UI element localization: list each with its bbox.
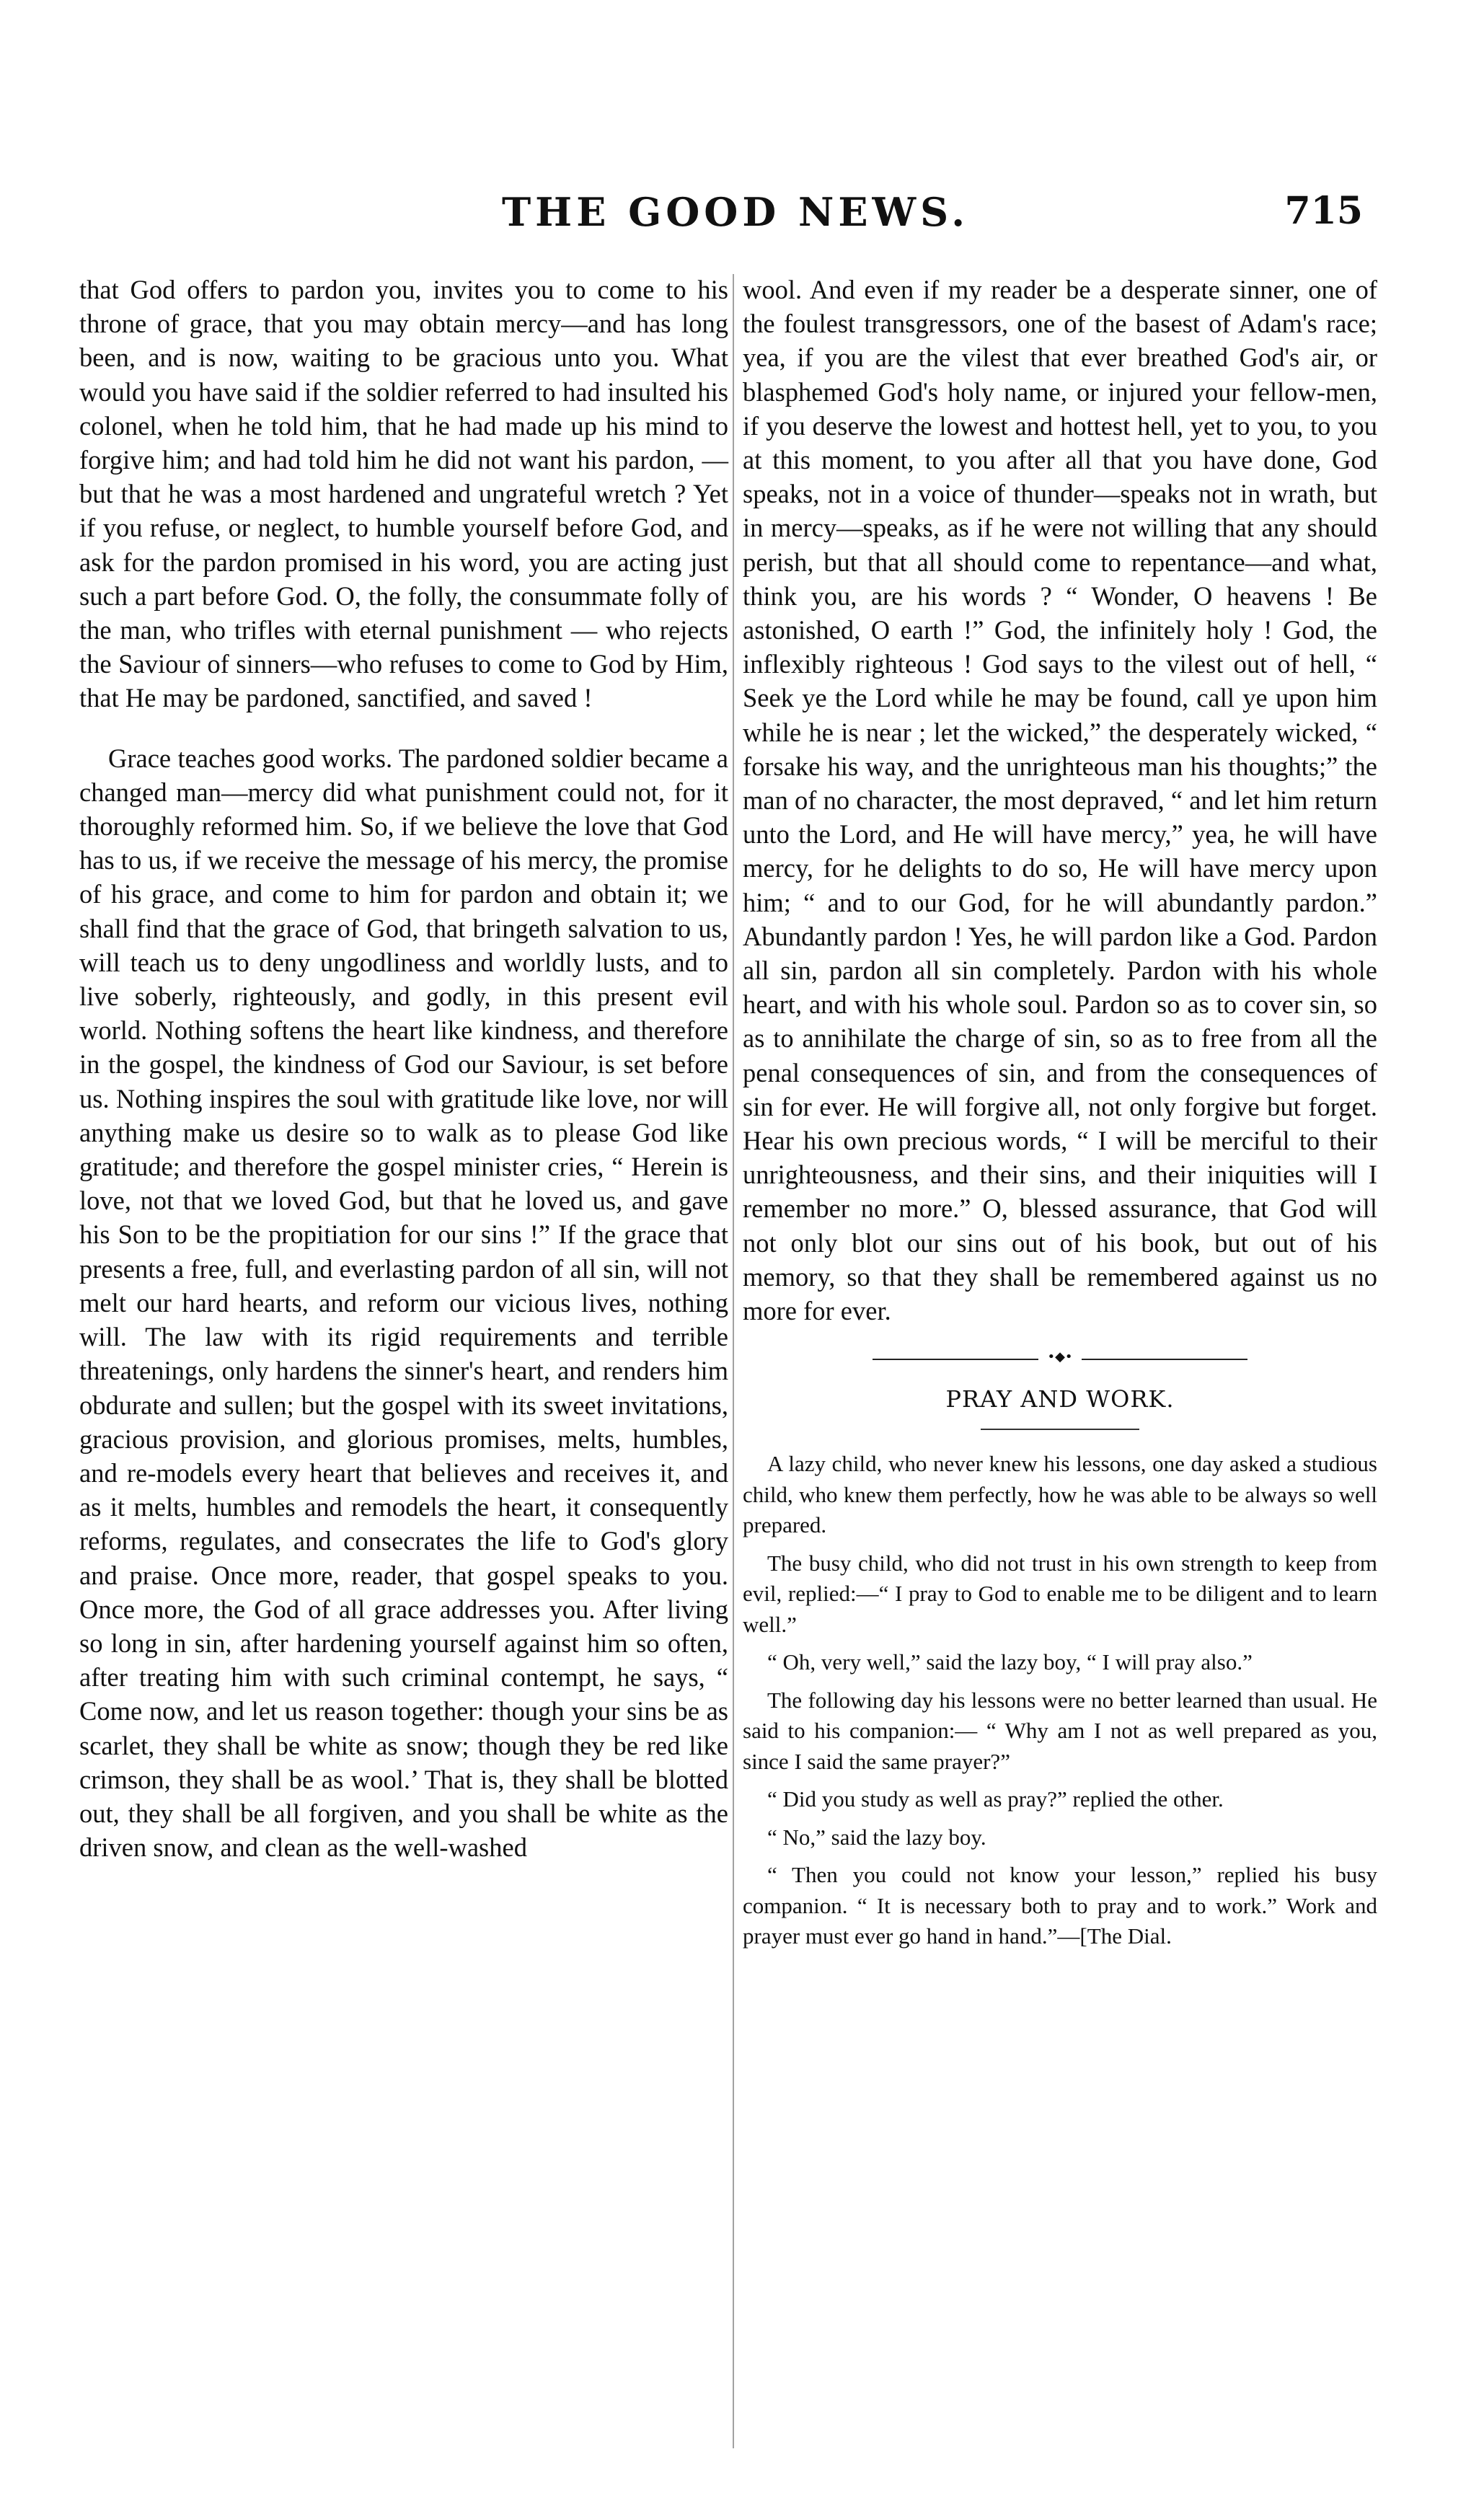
left-column bbox=[79, 273, 728, 1864]
separator-ornament: •◆• bbox=[1047, 1349, 1073, 1365]
paragraph: Grace teaches good works. The pardoned soldier became a changed man—mercy did what punishment could not, for it thoroughly reformed him. So, if we believe the love that God has to us, if we receive the message of his mercy, the promise of his grace, and come to him for pardon and obtain it; we shall find that the grace of God, that bringeth salvation to us, will teach us to deny ungodliness and worldly lusts, and to live soberly, righteously, and godly, in this present evil world. Nothing softens the heart like kindness, and therefore in the gospel, the kindness of God our Saviour, is set before us. Nothing inspires the soul with gratitude like love, nor will anything make us desire so to walk as to please God like gratitude; and therefore the gospel minister cries, “ Herein is love, not that we loved God, but that he loved us, and gave his Son to be the propitiation for our sins !” If the grace that presents a free, full, and everlasting pardon of all sin, will not melt our hard hearts, and reform our vicious lives, nothing will. The law with its rigid requirements and terrible threatenings, only hardens the sinner's heart, and renders him obdurate and sullen; but the gospel with its sweet invitations, gracious provision, and glorious promises, melts, humbles, and re-models every heart that believes and receives it, and as it melts, humbles and remodels the heart, it consequently reforms, regulates, and consecrates the life to God's glory and praise. Once more, reader, that gospel speaks to you. Once more, the God of all grace addresses you. After living so long in sin, after hardening yourself against him so often, after treating him with such criminal contempt, he says, “ Come now, and let us reason together: though your sins be as scarlet, they shall be white as snow; though they be red like crimson, they shall be as wool.’ That is, they shall be blotted out, they shall be all forgiven, and you shall be white as the driven snow, and clean as the well-washed bbox=[79, 743, 728, 1863]
article-paragraph: The busy child, who did not trust in his own strength to keep from evil, replied:—“ I pray to God to enable me to be diligent and to learn well.” bbox=[743, 1550, 1377, 1637]
section-separator bbox=[873, 1349, 1247, 1367]
page-number: 715 bbox=[1284, 189, 1363, 233]
separator-rule bbox=[1082, 1359, 1247, 1360]
article-title: PRAY AND WORK. bbox=[945, 1385, 1175, 1413]
article-paragraph: The following day his lessons were no better learned than usual. He said to his companion:— “ Why am I not as well prepared as you, since I said the same prayer?” bbox=[743, 1687, 1377, 1774]
page-header bbox=[79, 189, 1392, 247]
column-divider bbox=[733, 274, 734, 2448]
article-paragraph: “ No,” said the lazy boy. bbox=[767, 1824, 986, 1850]
separator-rule bbox=[873, 1359, 1038, 1360]
page-title: THE GOOD NEWS. bbox=[501, 189, 970, 235]
article-paragraph: A lazy child, who never knew his lessons, one day asked a studious child, who knew them perfectly, how he was able to be always so well prepared. bbox=[743, 1451, 1377, 1538]
title-underline bbox=[981, 1429, 1139, 1430]
article-paragraph: “ Did you study as well as pray?” replied the other. bbox=[767, 1786, 1224, 1812]
paragraph: that God offers to pardon you, invites you to come to his throne of grace, that you may obtain mercy—and has long been, and is now, waiting to be gracious unto you. What would you have said if the soldier referred to had insulted his colonel, when he told him, that he had made up his mind to forgive him; and had told him he did not want his pardon, —but that he was a most hardened and ungrateful wretch ? Yet if you refuse, or neglect, to humble yourself before God, and ask for the pardon promised in his word, you are acting just such a part before God. O, the folly, the consummate folly of the man, who trifles with eternal punishment — who rejects the Saviour of sinners—who refuses to come to God by Him, that He may be pardoned, sanctified, and saved ! bbox=[79, 275, 728, 713]
article-paragraph: “ Oh, very well,” said the lazy boy, “ I will pray also.” bbox=[767, 1649, 1253, 1675]
right-column bbox=[743, 273, 1377, 1952]
paragraph: wool. And even if my reader be a desperate sinner, one of the foulest transgressors, one of the basest of Adam's race; yea, if you are the vilest that ever breathed God's air, or blasphemed God's holy name, or injured your fellow-men, if you deserve the lowest and hottest hell, yet to you, to you at this moment, to you after all that you have done, God speaks, not in a voice of thunder—speaks not in wrath, but in mercy—speaks, as if he were not willing that any should perish, but that all should come to repentance—and what, think you, are his words ? “ Wonder, O heavens ! Be astonished, O earth !” God, the infinitely holy ! God, the inflexibly righteous ! God says to the vilest out of hell, “ Seek ye the Lord while he may be found, call ye upon him while he is near ; let the wicked,” the desperately wicked, “ forsake his way, and the unrighteous man his thoughts;” the man of no character, the most depraved, “ and let him return unto the Lord, and He will have mercy,” yea, he will have mercy, for he delights to do so, He will have mercy upon him; “ and to our God, for he will abundantly pardon.” Abundantly pardon ! Yes, he will pardon like a God. Pardon all sin, pardon all sin completely. Pardon with his whole heart, and with his whole soul. Pardon so as to cover sin, so as to annihilate the charge of sin, so as to free from all the penal consequences of sin, and from the consequences of sin for ever. He will forgive all, not only forgive but forget. Hear his own precious words, “ I will be merciful to their unrighteousness, and their sins, and their iniquities will I remember no more.” O, blessed assurance, that God will not only blot our sins out of his book, but out of his memory, so that they shall be remembered against us no more for ever. bbox=[743, 275, 1377, 1326]
article-paragraph: “ Then you could not know your lesson,” replied his busy companion. “ It is necessary both to pray and to work.” Work and prayer must ever go hand in hand.”—[The Dial. bbox=[743, 1862, 1377, 1949]
